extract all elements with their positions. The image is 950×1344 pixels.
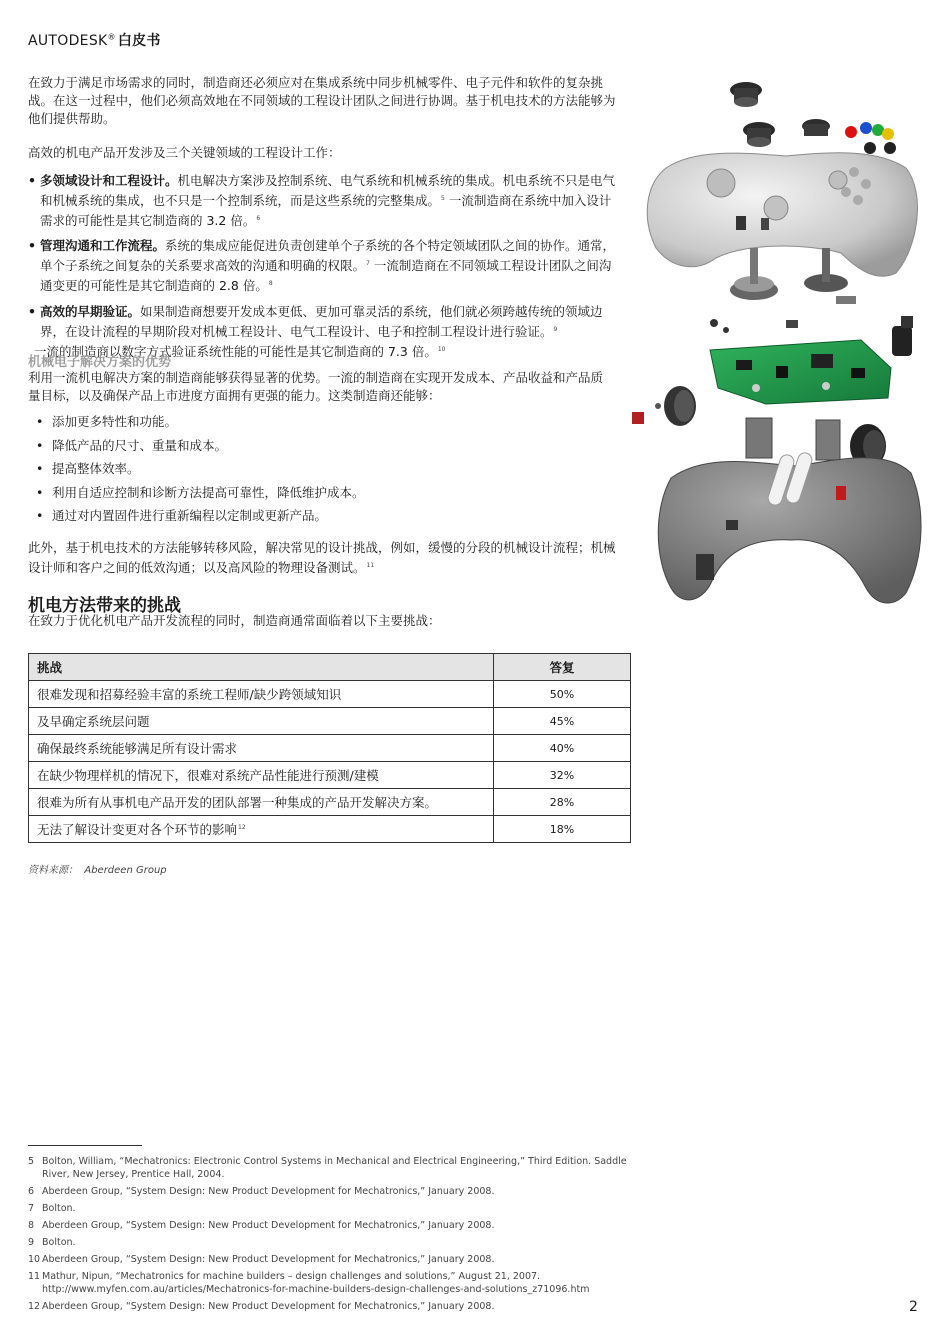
controller-bottom-shell	[658, 458, 921, 603]
benefits-closing	[28, 539, 618, 577]
footnote-text: Aberdeen Group, “System Design: New Product Development for Mechatronics,” January 2008.	[42, 1254, 495, 1265]
footnote-ref: 7	[366, 260, 370, 268]
cell-text: 很难发现和招募经验丰富的系统工程师/缺少跨领域知识	[37, 687, 342, 702]
footnote-number: 12	[28, 1301, 41, 1312]
footnote-ref: 10	[437, 345, 446, 353]
footnote-ref: 6	[256, 215, 261, 223]
list-item: • 利用自适应控制和诊断方法提高可靠性，降低维护成本。	[36, 484, 365, 502]
list-item: • 降低产品的尺寸、重量和成本。	[36, 437, 365, 455]
key-areas-list	[28, 172, 620, 368]
list-item-text: 一流制造商在不同领域工程设计团队之间沟通变更的可能性是其它制造商的 2.8 倍。	[40, 258, 612, 294]
face-buttons	[845, 122, 896, 154]
footnote-number: 5	[28, 1156, 35, 1167]
list-item-lead: 多领域设计和工程设计。	[40, 173, 178, 188]
footnote-text: Aberdeen Group, “System Design: New Product Development for Mechatronics,” January 2008.	[42, 1220, 495, 1231]
footnote-number: 10	[28, 1254, 41, 1265]
footnote-item	[28, 1155, 628, 1181]
footnote-number: 6	[28, 1186, 35, 1197]
response-cell: 50%	[494, 681, 631, 708]
closing-text: 此外，基于机电技术的方法能够转移风险，解决常见的设计挑战，例如，缓慢的分段的机械设计流程；机械设计师和客户之间的低效沟通；以及高风险的物理设备测试。	[28, 540, 616, 576]
intro-paragraph: 在致力于满足市场需求的同时，制造商还必须应对在集成系统中同步机械零件、电子元件和软件的复杂挑战。在这一过程中，他们必须高效地在不同领域的工程设计团队之间进行协调。基于机电技术的方法能够为他们提供帮助。	[28, 75, 616, 126]
footnote-item	[28, 1236, 628, 1249]
page-header	[28, 30, 161, 50]
footnote-item	[28, 1219, 628, 1232]
table-row	[29, 789, 631, 816]
list-item-text: 一流的制造商以数字方式验证系统性能的可能性是其它制造商的 7.3 倍。	[34, 343, 437, 359]
table-row	[29, 708, 631, 735]
list-item-lead: 管理沟通和工作流程。	[40, 238, 166, 254]
challenge-cell	[29, 681, 494, 708]
footnotes-list	[28, 1155, 628, 1317]
footnote-divider	[28, 1145, 142, 1146]
areas-intro-paragraph: 高效的机电产品开发涉及三个关键领域的工程设计工作：	[28, 145, 341, 160]
cell-text: 确保最终系统能够满足所有设计需求	[37, 741, 238, 756]
challenges-intro: 在致力于优化机电产品开发流程的同时，制造商通常面临着以下主要挑战：	[28, 613, 441, 628]
response-cell: 18%	[494, 816, 631, 843]
table-row	[29, 816, 631, 843]
page-number: 2	[909, 1299, 918, 1315]
list-item	[28, 237, 620, 295]
cell-text: 很难为所有从事机电产品开发的团队部署一种集成的产品开发解决方案。	[37, 795, 438, 810]
footnote-item	[28, 1300, 628, 1313]
benefits-intro: 利用一流机电解决方案的制造商能够获得显著的优势。一流的制造商在实现开发成本、产品收益和产品质量目标，以及确保产品上市进度方面拥有更强的能力。这类制造商还能够：	[28, 370, 604, 403]
rumble-motor	[632, 386, 696, 426]
response-cell: 28%	[494, 789, 631, 816]
column-header-response: 答复	[494, 654, 631, 681]
footnote-ref: 11	[366, 562, 375, 569]
footnote-ref: 8	[268, 280, 273, 288]
list-item: • 通过对内置固件进行重新编程以定制或更新产品。	[36, 507, 365, 525]
footnote-text: Aberdeen Group, “System Design: New Product Development for Mechatronics,” January 2008.	[42, 1301, 495, 1312]
list-item	[28, 172, 620, 230]
exploded-game-controller-illustration	[626, 68, 926, 608]
footnote-item	[28, 1185, 628, 1198]
response-cell: 40%	[494, 735, 631, 762]
cell-text: 及早确定系统层问题	[37, 714, 150, 729]
list-item: • 提高整体效率。	[36, 460, 365, 478]
challenge-cell	[29, 735, 494, 762]
footnote-ref: 9	[553, 325, 558, 333]
table-row	[29, 681, 631, 708]
table-row	[29, 735, 631, 762]
list-item-text: 一流制造商在系统中加入设计需求的可能性是其它制造商的 3.2 倍。	[40, 193, 612, 229]
challenge-cell	[29, 708, 494, 735]
footnote-text: Bolton.	[42, 1203, 76, 1214]
list-item-text: 如果制造商想要开发成本更低、更加可靠灵活的系统，他们就必须跨越传统的领域边界，在设计流程的早期阶段对机械工程设计、电气工程设计、电子和控制工程设计进行验证。	[40, 303, 603, 339]
benefits-heading: 机械电子解决方案的优势	[28, 355, 172, 370]
footnote-number: 9	[28, 1237, 35, 1248]
footnote-ref: 5	[441, 195, 445, 202]
cell-text: 无法了解设计变更对各个环节的影响	[37, 822, 238, 837]
challenges-heading: 机电方法带来的挑战	[28, 596, 181, 616]
footnote-number: 7	[28, 1203, 35, 1214]
challenge-cell	[29, 762, 494, 789]
cell-text: 在缺少物理样机的情况下，很难对系统产品性能进行预测/建模	[37, 768, 379, 783]
footnote-item	[28, 1270, 628, 1296]
footnote-text: Aberdeen Group, “System Design: New Product Development for Mechatronics,” January 2008.	[42, 1186, 495, 1197]
doc-type-label: 白皮书	[117, 33, 161, 49]
list-item-text: 系统的集成应能促进负责创建单个子系统的各个特定领域团队之间的协作。通常，单个子系统之间复杂的关系要求高效的沟通和明确的权限。	[40, 238, 616, 274]
footnote-text: Mathur, Nipun, “Mechatronics for machine builders – design challenges and solutions,” August 21, 2007. http://www.myfen.com.au/articles/Mechatronics-for-machine-builders-design-challenges-and-solutions_z71096.htm	[42, 1271, 590, 1295]
table-row	[29, 762, 631, 789]
challenge-cell	[29, 789, 494, 816]
table-source	[28, 861, 167, 876]
list-item-text: 机电解决方案涉及控制系统、电气系统和机械系统的集成。机电系统不只是电气和机械系统的集成，也不只是一个控制系统，而是这些系统的完整集成。	[40, 173, 616, 209]
column-header-challenge: 挑战	[29, 654, 494, 681]
challenges-table	[28, 653, 631, 843]
registered-mark: ®	[107, 32, 116, 42]
footnote-item	[28, 1253, 628, 1266]
footnote-number: 8	[28, 1220, 35, 1231]
source-value: Aberdeen Group	[84, 865, 167, 876]
footnote-text: Bolton, William, “Mechatronics: Electronic Control Systems in Mechanical and Electrical Engineering,” Third Edition. Saddle River, New Jersey, Prentice Hall, 2004.	[42, 1156, 627, 1180]
response-cell: 45%	[494, 708, 631, 735]
list-item-lead: 高效的早期验证。	[40, 303, 141, 319]
footnote-ref: 12	[238, 823, 246, 831]
thumbstick-caps	[730, 82, 830, 147]
challenge-cell	[29, 816, 494, 843]
response-cell: 32%	[494, 762, 631, 789]
benefits-list	[36, 413, 365, 531]
footnote-text: Bolton.	[42, 1237, 76, 1248]
footnote-number: 11	[28, 1271, 41, 1282]
brand-logo-text: AUTODESK	[28, 33, 108, 49]
source-label: 资料来源：	[28, 865, 78, 876]
list-item: • 添加更多特性和功能。	[36, 413, 365, 431]
footnote-item	[28, 1202, 628, 1215]
table-header-row	[29, 654, 631, 681]
